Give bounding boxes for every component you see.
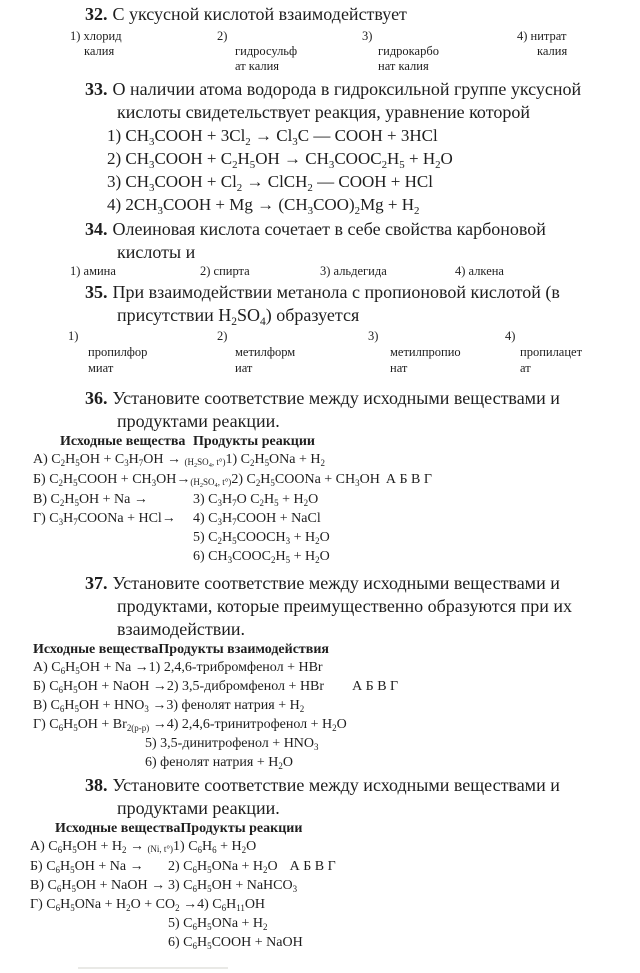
match-right-item: 6) $C_6H_5COOH$ + NaOH bbox=[168, 935, 303, 951]
question-number: 38. bbox=[85, 775, 108, 795]
match-row bbox=[33, 490, 640, 509]
question-36-match-table bbox=[33, 433, 640, 566]
match-left-item: В) $C_6H_5OH$ + NaOH → bbox=[30, 878, 166, 894]
option-line: миат bbox=[88, 361, 114, 375]
option-line: нат калия bbox=[378, 59, 429, 73]
question-number: 35. bbox=[85, 282, 108, 302]
option-line: 1) хлорид bbox=[70, 29, 122, 43]
match-row bbox=[33, 696, 640, 715]
question-33-equations bbox=[107, 124, 640, 216]
column-header-left: Исходные вещества bbox=[33, 642, 159, 657]
option-line: ат bbox=[520, 361, 531, 375]
match-left-item: Г) $C_3H_7COONa + HCl\to$ bbox=[33, 511, 176, 527]
match-row bbox=[33, 677, 640, 696]
option-line: гидрокарбо bbox=[378, 44, 439, 58]
question-32-options bbox=[0, 29, 640, 75]
match-right-item: 1) $C_6H_6 + H_2O$ bbox=[173, 839, 257, 855]
match-left-item: Б) $C_2H_5COOH + CH_3OH\to(H_2SO_4$, t°) bbox=[33, 472, 232, 490]
match-row bbox=[30, 837, 640, 857]
match-left-item: А) $C_6H_5OH + H_2 \to (Ni$, t°) bbox=[30, 839, 174, 855]
question-title: Установите соответствие между исходными веществами и продуктами реакции. bbox=[112, 775, 560, 818]
match-row bbox=[33, 470, 640, 490]
option-line: 4) алкена bbox=[455, 264, 504, 278]
option-line: 3) альдегида bbox=[320, 264, 387, 278]
option-line: 4) нитрат bbox=[517, 29, 567, 43]
question-number: 32. bbox=[85, 4, 108, 24]
column-header-right: Продукты взаимодействия bbox=[158, 642, 329, 657]
option-line: 2) bbox=[217, 29, 228, 43]
question-number: 33. bbox=[85, 79, 108, 99]
match-right-item: 2) 3,5-дибромфенол + HBr bbox=[166, 679, 325, 694]
column-header-right: Продукты реакции bbox=[180, 821, 303, 836]
match-right-item: 6) $CH_3COOC_2H_5 + H_2O$ bbox=[193, 549, 330, 565]
match-right-item: 1) 2,4,6-трибромфенол + HBr bbox=[148, 660, 323, 675]
question-34-options bbox=[0, 264, 640, 279]
question-38-heading bbox=[0, 774, 592, 820]
match-right-item: 4) 2,4,6-тринитрофенол + $H_2O$ bbox=[166, 717, 347, 733]
question-37-match-table bbox=[33, 641, 640, 772]
equation-line: 1) $CH_3COOH + 3Cl_2 \to Cl_3C$ — COOH + 3HCl bbox=[107, 126, 438, 148]
equation-line: 3) $CH_3COOH + Cl_2$ → ClCH$_2$ — COOH + HCl bbox=[107, 172, 433, 194]
option-line: калия bbox=[84, 44, 115, 58]
question-title: С уксусной кислотой взаимодействует bbox=[112, 4, 407, 24]
question-32-heading bbox=[0, 3, 592, 26]
match-row bbox=[33, 450, 640, 470]
match-right-item: 2) $C_2H_5COONa + CH_3OH$ bbox=[231, 472, 380, 488]
equation-line: 4) $2CH_3COOH + Mg \to (CH_3COO)_2Mg + H_2$ bbox=[107, 195, 420, 217]
match-row bbox=[33, 658, 640, 677]
answers-strip: А Б В Г bbox=[352, 679, 399, 694]
match-right-item: 2) $C_6H_5ONa + H_2O$ bbox=[168, 859, 278, 875]
match-row bbox=[33, 509, 640, 528]
match-left-item: Г) $C_6H_5ONa + H_2O + CO_2$ → bbox=[30, 897, 198, 913]
column-header-left: Исходные вещества bbox=[60, 434, 186, 449]
option-line: нат bbox=[390, 361, 408, 375]
match-left-item: А) $C_6H_5OH + Na$ → bbox=[33, 660, 149, 676]
question-35-options bbox=[0, 329, 640, 375]
match-row bbox=[30, 876, 640, 895]
option-line: иат bbox=[235, 361, 253, 375]
question-number: 36. bbox=[85, 388, 108, 408]
question-title: О наличии атома водорода в гидроксильной группе уксусной кислоты свидетельствует реакция, уравнение которой bbox=[112, 79, 582, 122]
option-line: 2) спирта bbox=[200, 264, 250, 278]
match-right-item: 3) $C_6H_5OH$ + NaHCO$_3$ bbox=[168, 878, 298, 894]
option-line: 3) bbox=[368, 329, 379, 343]
match-right-item: 4) $C_3H_7COOH$ + NaCl bbox=[193, 511, 321, 527]
question-33-heading bbox=[0, 78, 592, 124]
match-row bbox=[30, 914, 640, 933]
question-34-heading bbox=[0, 218, 592, 264]
question-number: 34. bbox=[85, 219, 108, 239]
match-right-item: 3) $C_3H_7O$ $C_2H_5 + H_2O$ bbox=[193, 492, 319, 508]
match-row bbox=[33, 715, 640, 734]
column-header-right: Продукты реакции bbox=[193, 434, 315, 449]
question-38-match-table bbox=[30, 820, 640, 952]
option-line: пропилфор bbox=[88, 345, 148, 359]
match-right-item: 3) фенолят натрия + $H_2$ bbox=[166, 698, 305, 714]
match-right-item: 5) 3,5-динитрофенол + $HNO_3$ bbox=[145, 736, 319, 752]
option-line: калия bbox=[537, 44, 568, 58]
answers-strip: А Б В Г bbox=[385, 472, 432, 487]
question-title: Установите соответствие между исходными веществами и продуктами реакции. bbox=[112, 388, 560, 431]
option-line: 1) амина bbox=[70, 264, 116, 278]
document-page bbox=[0, 3, 640, 973]
match-header-row bbox=[33, 641, 640, 658]
match-row bbox=[33, 547, 640, 566]
match-header-row bbox=[33, 433, 640, 450]
column-header-left: Исходные вещества bbox=[55, 821, 181, 836]
match-left-item: Б) $C_6H_5OH + Na$ → bbox=[30, 859, 144, 875]
match-left-item: А) $C_2H_5OH + C_3H_7OH \to (H_2SO_4$, t°) bbox=[33, 452, 226, 470]
option-line: 2) bbox=[217, 329, 228, 343]
question-number: 37. bbox=[85, 573, 108, 593]
match-left-item: Г) $C_6H_5OH + Br_{2(р-р)}$ → bbox=[33, 717, 167, 733]
match-right-item: 6) фенолят натрия + $H_2O$ bbox=[145, 755, 293, 771]
option-line: метилпропио bbox=[390, 345, 461, 359]
match-row bbox=[33, 528, 640, 547]
question-title: Установите соответствие между исходными веществами и продуктами, которые преимущественно образуются при их взаимодействии. bbox=[112, 573, 572, 639]
option-line: 3) bbox=[362, 29, 373, 43]
match-row bbox=[30, 857, 640, 876]
match-left-item: Б) $C_6H_5OH$ + NaOH → bbox=[33, 679, 167, 695]
option-line: ат калия bbox=[235, 59, 280, 73]
scan-artifact-line bbox=[78, 967, 228, 969]
match-right-item: 1) $C_2H_5ONa + H_2$ bbox=[225, 452, 325, 468]
match-row bbox=[33, 734, 640, 753]
equation-line: 2) $CH_3COOH + C_2H_5OH$ → $CH_3COOC_2H_5 + H_2O$ bbox=[107, 149, 453, 171]
match-row bbox=[33, 753, 640, 772]
match-left-item: В) $C_6H_5OH + HNO_3$ → bbox=[33, 698, 167, 714]
option-line: гидросульф bbox=[235, 44, 298, 58]
answers-strip: А Б В Г bbox=[289, 859, 336, 874]
match-header-row bbox=[30, 820, 640, 837]
question-title: При взаимодействии метанола с пропионовой кислотой (в присутствии $H_2SO_4$) образуется bbox=[112, 282, 560, 328]
question-37-heading bbox=[0, 572, 592, 641]
match-left-item: В) $C_2H_5OH + Na$ → bbox=[33, 492, 148, 508]
option-line: 4) bbox=[505, 329, 516, 343]
match-row bbox=[30, 933, 640, 952]
match-row bbox=[30, 895, 640, 914]
question-36-heading bbox=[0, 387, 592, 433]
option-line: пропилацет bbox=[520, 345, 583, 359]
option-line: 1) bbox=[68, 329, 79, 343]
question-title: Олеиновая кислота сочетает в себе свойства карбоновой кислоты и bbox=[112, 219, 546, 262]
question-35-heading bbox=[0, 281, 592, 327]
match-right-item: 5) $C_6H_5ONa + H_2$ bbox=[168, 916, 268, 932]
option-line: метилформ bbox=[235, 345, 296, 359]
match-right-item: 4) $C_6H_{11}OH$ bbox=[197, 897, 266, 913]
match-right-item: 5) $C_2H_5COOCH_3 + H_2O$ bbox=[193, 530, 330, 546]
